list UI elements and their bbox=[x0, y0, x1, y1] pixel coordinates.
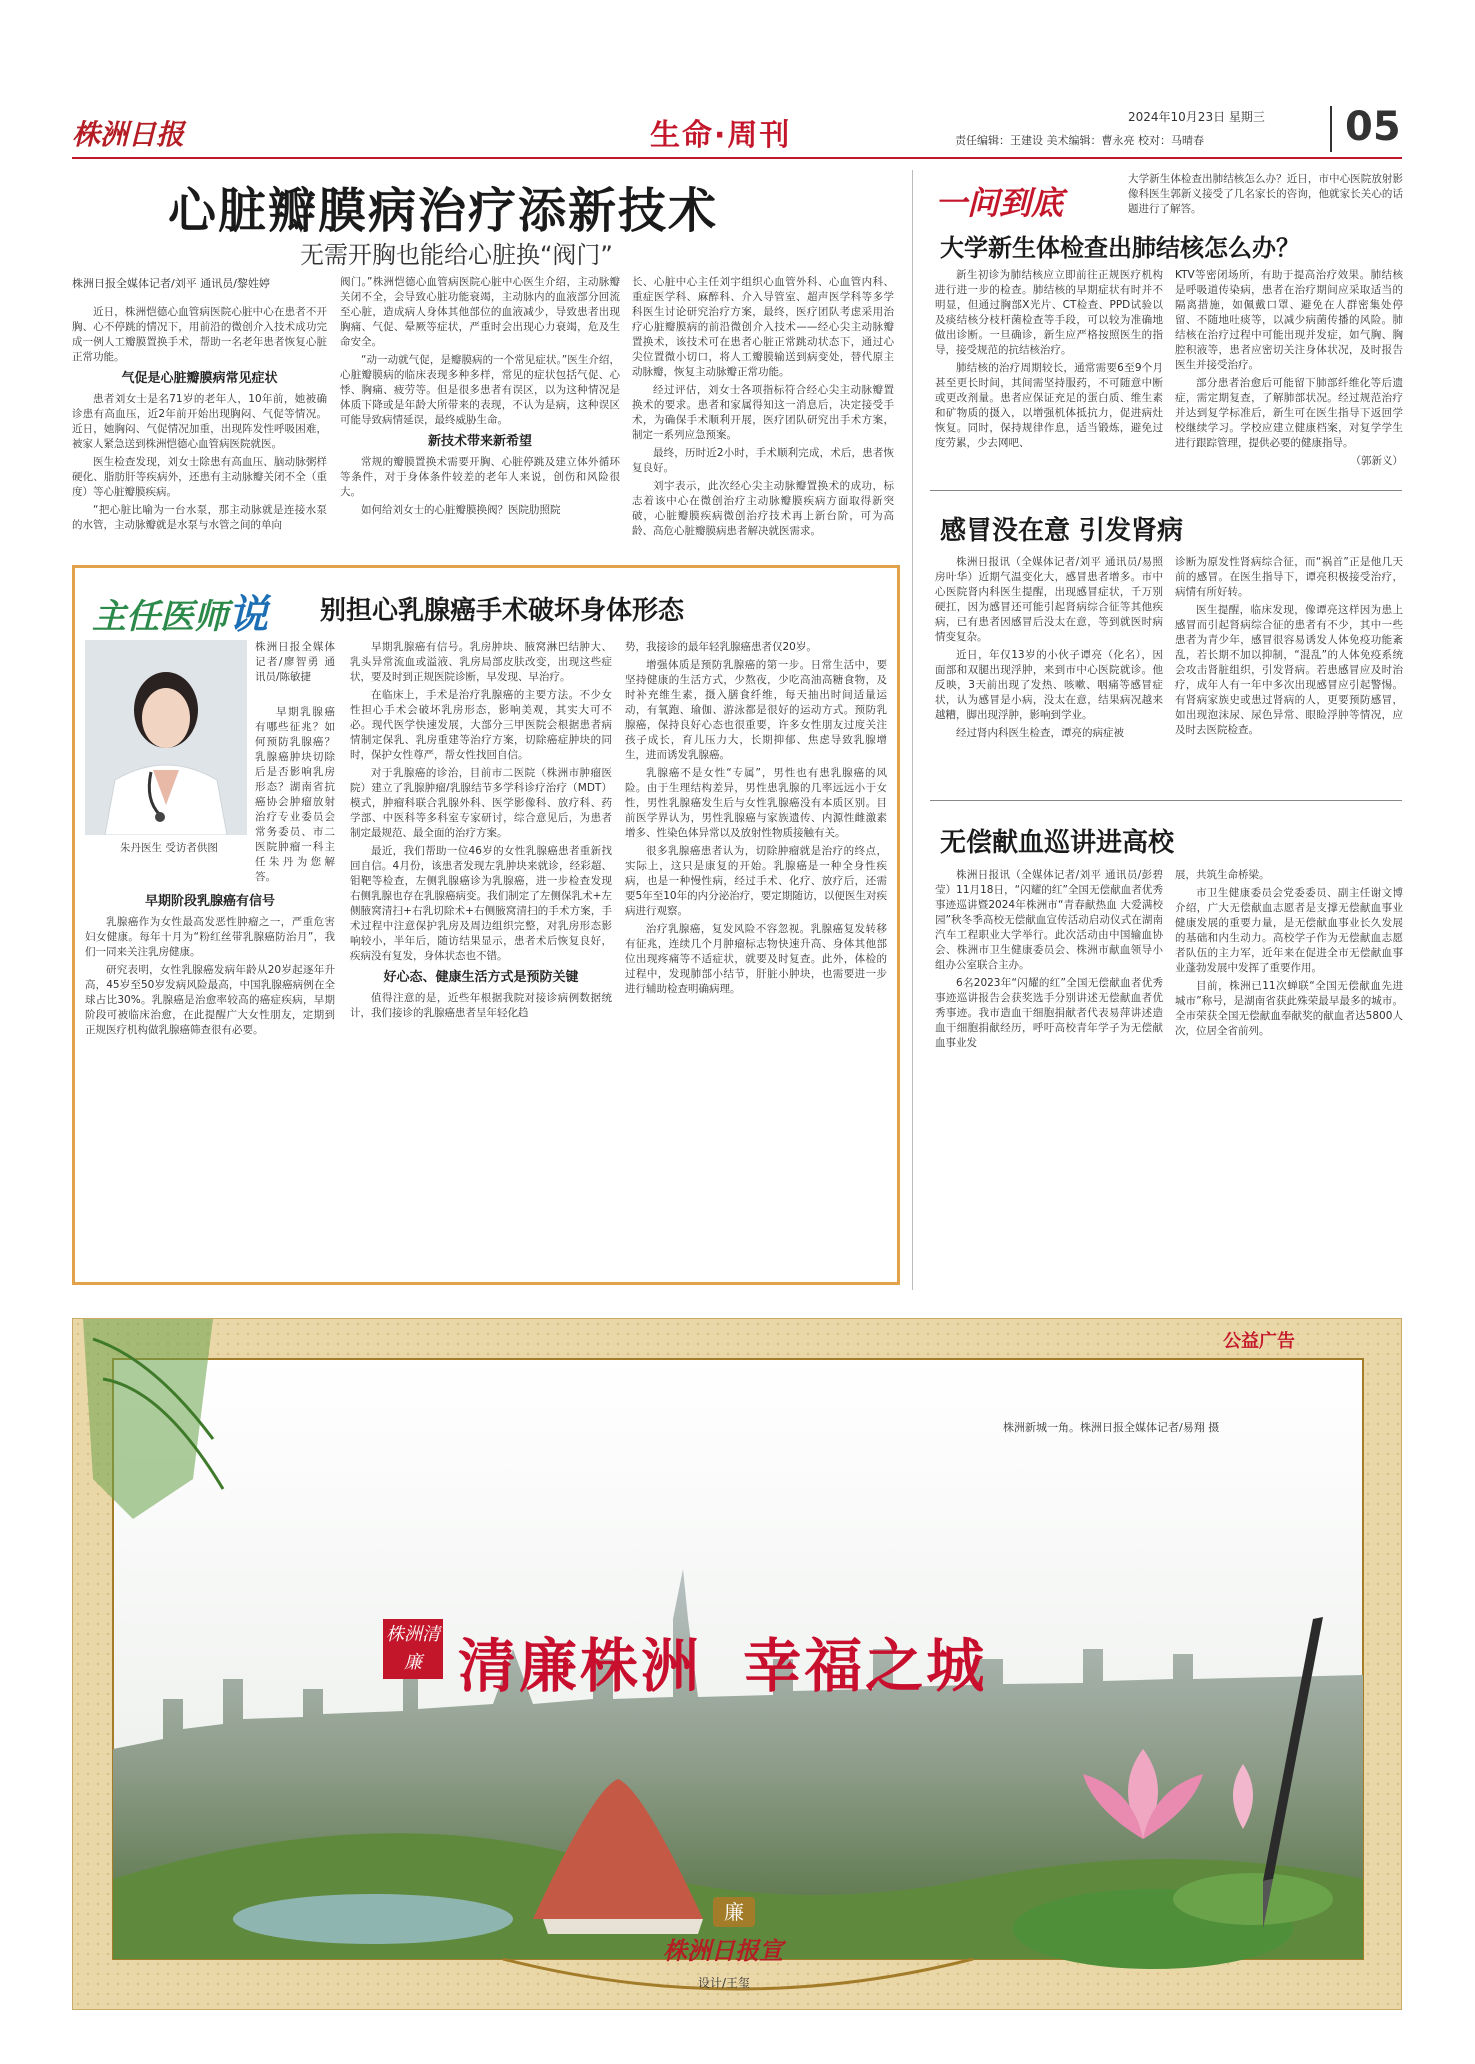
paragraph: 如何给刘女士的心脏瓣膜换阀？医院肋照院 bbox=[361, 504, 561, 516]
lian-badge-icon: 廉 bbox=[713, 1897, 755, 1927]
lead-subtitle: 无需开胸也能给心脏换“阀门” bbox=[300, 241, 613, 269]
header-rule bbox=[72, 157, 1402, 159]
masthead-logo: 株洲日报 bbox=[72, 118, 185, 151]
doctor-photo bbox=[85, 640, 247, 835]
doctor-col-2 bbox=[350, 640, 612, 1024]
page-number: 05 bbox=[1345, 104, 1401, 150]
advert-sponsor: 株洲日报宣 bbox=[663, 1936, 783, 1965]
seal-icon: 株洲清廉 bbox=[383, 1619, 443, 1679]
column-separator bbox=[912, 170, 913, 1290]
issue-date: 2024年10月23日 星期三 bbox=[1128, 110, 1265, 124]
paragraph: 研究表明，女性乳腺癌发病年龄从20岁起逐年升高，45岁至50岁发病风险最高，中国乳腺癌病例在全球占比30%。乳腺癌是治愈率较高的癌症疾病，早期阶段可被临床治愈，在此提醒广大女性朋友，定期到正规医疗机构做乳腺癌筛查很有必要。 bbox=[85, 964, 335, 1036]
cold-col-2 bbox=[1175, 555, 1403, 741]
doctor-col-3 bbox=[625, 640, 887, 1000]
paragraph: 在临床上，手术是治疗乳腺癌的主要方法。不少女性担心手术会破坏乳房形态，影响美观，其实大可不必。现代医学快速发展，大部分三甲医院会根据患者病情制定保乳、乳房重建等治疗方案，切除癌症肿块的同时，保护女性尊严，帮女性找回自信。 bbox=[350, 689, 612, 761]
blood-col-2 bbox=[1175, 868, 1403, 1042]
paragraph: KTV等密闭场所，有助于提高治疗效果。肺结核是呼吸道传染病，患者在治疗期间应采取适当的隔离措施，如佩戴口罩、避免在人群密集处停留、不随地吐痰等，以减少病菌传播的风险。肺结核在治疗过程中可能出现并发症，如气胸、胸腔积液等，患者应密切关注身体状况，及时报告医生并接受治疗。 bbox=[1175, 269, 1403, 371]
doctor-logo-main: 主任医师 bbox=[92, 597, 228, 637]
subheading: 好心态、健康生活方式是预防关键 bbox=[383, 970, 579, 985]
doctor-title: 别担心乳腺癌手术破坏身体形态 bbox=[320, 596, 685, 626]
section-title: 生命·周刊 bbox=[650, 118, 792, 153]
paragraph: 目前，株洲已11次蝉联“全国无偿献血先进城市”称号，是湖南省获此殊荣最早最多的城市。全市荣获全国无偿献血奉献奖的献血者达5800人次，位居全省前列。 bbox=[1175, 980, 1403, 1037]
paragraph: 长、心脏中心主任刘宇组织心血管外科、心血管内科、重症医学科、麻醉科、介入导管室、超声医学科等多学科医生讨论研究治疗方案，最终，医疗团队考虑采用治疗心脏瓣膜病的前沿微创介入技术——经心尖主动脉瓣置换术，该技术可在患者心脏正常跳动状态下，通过心尖位置微小切口，将人工瓣膜输送到病变处，替代原主动脉瓣，恢复主动脉瓣正常功能。 bbox=[632, 276, 894, 378]
paragraph: “动一动就气促，是瓣膜病的一个常见症状。”医生介绍，心脏瓣膜病的临床表现多种多样，常见的症状包括气促、心悸、胸痛、疲劳等。但是很多患者有误区，以为这种情况是体质下降或是年龄大所带来的表现，不认为是病，这种误区可能导致病情延误，最终威胁生命。 bbox=[340, 354, 620, 426]
page-divider bbox=[1330, 106, 1332, 152]
lead-byline: 株洲日报全媒体记者/刘平 通讯员/黎姓婷 bbox=[72, 277, 270, 290]
paragraph: 常规的瓣膜置换术需要开胸、心脏停跳及建立体外循环等条件，对于身体条件较差的老年人来说，创伤和风险很大。 bbox=[340, 456, 620, 498]
paragraph: 早期乳腺癌有信号。乳房肿块、腋窝淋巴结肿大、乳头异常流血或溢液、乳房局部皮肤改变，出现这些症状，要及时到正规医院诊断，早发现、早治疗。 bbox=[350, 641, 612, 683]
lead-col-2 bbox=[340, 275, 620, 521]
cold-title: 感冒没在意 引发肾病 bbox=[940, 516, 1184, 546]
paragraph: 株洲日报讯（全媒体记者/刘平 通讯员/彭碧莹）11月18日，“闪耀的红”全国无偿献血者优秀事迹巡讲暨2024年株洲市“青春献热血 大爱满校园”秋冬季高校无偿献血宣传活动启动仪式在湖南汽车工程职业大学举行。此次活动由中国输血协会、株洲市卫生健康委员会、株洲市献血领导小组办公室联合主办。 bbox=[935, 869, 1163, 971]
section-rule bbox=[930, 800, 1402, 801]
paragraph: 经过肾内科医生检查，谭亮的病症被 bbox=[956, 727, 1124, 739]
paragraph: 株洲日报讯（全媒体记者/刘平 通讯员/易照 房叶华）近期气温变化大，感冒患者增多。市中心医院肾内科医生提醒，出现感冒症状，千万别硬扛，因为感冒还可能引起肾病综合征等其他疾病，已有患者因感冒后没太在意，等到就医时病情变复杂。 bbox=[935, 556, 1163, 643]
subheading: 气促是心脏瓣膜病常见症状 bbox=[121, 371, 278, 386]
lead-col-1 bbox=[72, 305, 327, 536]
paragraph: 很多乳腺癌患者认为，切除肿瘤就是治疗的终点，实际上，这只是康复的开始。乳腺癌是一种全身性疾病，也是一种慢性病，经过手术、化疗、放疗后，还需要5年至10年的内分泌治疗，要定期随访，以便医生对疾病进行观察。 bbox=[625, 845, 887, 917]
qa-logo: 一问到底 bbox=[935, 184, 1064, 222]
paragraph: 早期乳腺癌有哪些征兆？如何预防乳腺癌？乳腺癌肿块切除后是否影响乳房形态？湖南省抗癌协会肿瘤放射治疗专业委员会常务委员、市二医院肿瘤一科主任朱丹为您解答。 bbox=[255, 706, 335, 883]
doctor-byline: 株洲日报全媒体记者/廖智勇 通讯员/陈敏捷 bbox=[255, 641, 335, 683]
advert-frame bbox=[72, 1318, 1402, 2010]
qa-col-2 bbox=[1175, 268, 1403, 469]
doctor-col-1-intro bbox=[255, 705, 335, 888]
qa-title: 大学新生体检查出肺结核怎么办？ bbox=[940, 233, 1300, 262]
paragraph: 刘宇表示，此次经心尖主动脉瓣置换术的成功，标志着该中心在微创治疗主动脉瓣膜疾病方面取得新突破，心脏瓣膜疾病微创治疗技术再上新台阶，可为高龄、高危心脏瓣膜病患者解决就医需求。 bbox=[632, 480, 894, 537]
advert-slogan bbox=[458, 1619, 987, 1703]
paragraph: 6名2023年“闪耀的红”全国无偿献血者优秀事迹巡讲报告会获奖选手分别讲述无偿献血者优秀事迹。我市造血干细胞捐献者代表易萍讲述造血干细胞捐献经历，呼吁高校青年学子为无偿献血事业发 bbox=[935, 977, 1163, 1049]
doctor-logo-say: 说 bbox=[228, 592, 268, 638]
blood-col-1 bbox=[935, 868, 1163, 1054]
paragraph: 近日，年仅13岁的小伙子谭亮（化名），因面部和双腿出现浮肿，来到市中心医院就诊。他反映，3天前出现了发热、咳嗽、咽痛等感冒症状，认为感冒是小病，没太在意，结果病况越来越糟，脚出现浮肿，影响到学业。 bbox=[935, 649, 1163, 721]
section-rule bbox=[930, 490, 1402, 491]
paragraph: 乳腺癌不是女性“专属”，男性也有患乳腺癌的风险。由于生理结构差异，男性患乳腺的几率远远小于女性，男性乳腺癌发生后与女性乳腺癌没有本质区别。目前医学界认为，男性乳腺癌与家族遗传、内源性雌激素增多、性染色体异常以及放射性物质接触有关。 bbox=[625, 767, 887, 839]
doctor-column-logo bbox=[92, 583, 268, 640]
advert-designer: 设计/王玺 bbox=[698, 1976, 751, 1990]
paragraph: 肺结核的治疗周期较长，通常需要6至9个月甚至更长时间，其间需坚持服药，不可随意中断或更改剂量。患者应保证充足的蛋白质、维生素和矿物质的摄入，以增强机体抵抗力，促进病灶恢复。同时，保持规律作息，适当锻炼，避免过度劳累，少去网吧、 bbox=[935, 362, 1163, 449]
slogan-part-2: 幸福之城 bbox=[743, 1632, 988, 1700]
doctor-portrait-icon bbox=[85, 640, 247, 835]
paragraph: 增强体质是预防乳腺癌的第一步。日常生活中，要坚持健康的生活方式，少熬夜，少吃高油高糖食物，及时补充维生素，摄入膳食纤维，每天抽出时间适量运动，有氧跑、瑜伽、游泳都是很好的运动方式。预防乳腺癌，保持良好心态也很重要，许多女性朋友过度关注孩子成长，育儿压力大，长期抑郁、焦虑导致乳腺增生，进而诱发乳腺癌。 bbox=[625, 659, 887, 761]
qa-col-1 bbox=[935, 268, 1163, 454]
paragraph: 近日，株洲恺德心血管病医院心脏中心在患者不开胸、心不停跳的情况下，用前沿的微创介入技术成功完成一例人工瓣膜置换手术，帮助一名老年患者恢复心脏正常功能。 bbox=[72, 306, 327, 363]
paragraph: 阀门。”株洲恺德心血管病医院心脏中心医生介绍，主动脉瓣关闭不全，会导致心脏功能衰竭，主动脉内的血液部分回流至心脏，造成病人身体其他部位的血液减少，导致患者出现胸痛、气促、晕厥等症状，严重时会出现心力衰竭，危及生命安全。 bbox=[340, 276, 620, 348]
paragraph: 值得注意的是，近些年根据我院对接诊病例数据统计，我们接诊的乳腺癌患者呈年轻化趋 bbox=[350, 992, 612, 1019]
paragraph: 最终，历时近2小时，手术顺利完成，术后，患者恢复良好。 bbox=[632, 447, 894, 474]
paragraph: 医生提醒，临床发现，像谭亮这样因为患上感冒而引起肾病综合征的患者有不少，其中一些患者为青少年，感冒很容易诱发人体免疫功能紊乱，若长期不加以抑制，“混乱”的人体免疫系统会攻击肾脏组织，引发肾病。若患感冒应及时治疗，成年人有一年中多次出现感冒应引起警惕。有肾病家族史或患过肾病的人，更要预防感冒，如出现泡沫尿、尿色异常、眼睑浮肿等情况，应及时去医院检查。 bbox=[1175, 604, 1403, 736]
paragraph: 市卫生健康委员会党委委员、副主任谢文博介绍，广大无偿献血志愿者是支撑无偿献血事业健康发展的重要力量，是无偿献血事业长久发展的基础和内生动力。高校学子作为无偿献血志愿者队伍的主力军，近年来在促进全市无偿献血事业蓬勃发展中发挥了重要作用。 bbox=[1175, 887, 1403, 974]
paragraph: 患者刘女士是名71岁的老年人，10年前，她被确诊患有高血压，近2年前开始出现胸闷、气促等情况。近日，她胸闷、气促情况加重，出现阵发性呼吸困难，被家人紧急送到株洲恺德心血管病医院就医。 bbox=[72, 393, 327, 450]
lead-title: 心脏瓣膜病治疗添新技术 bbox=[168, 183, 719, 239]
doctor-col-1 bbox=[85, 888, 335, 1041]
paragraph: 医生检查发现，刘女士除患有高血压、脑动脉粥样硬化、脂肪肝等疾病外，还患有主动脉瓣关闭不全（重度）等心脏瓣膜疾病。 bbox=[72, 456, 327, 498]
paragraph: 势，我接诊的最年轻乳腺癌患者仅20岁。 bbox=[625, 641, 817, 653]
cold-col-1 bbox=[935, 555, 1163, 744]
paragraph: 部分患者治愈后可能留下肺部纤维化等后遗症，需定期复查，了解肺部状况。经过规范治疗并达到复学标准后，新生可在医生指导下返回学校继续学习。学校应建立健康档案，对复学学生进行跟踪管理，提供必要的健康指导。 bbox=[1175, 377, 1403, 449]
qa-intro: 大学新生体检查出肺结核怎么办？近日，市中心医院放射影像科医生郭新义接受了几名家长的咨询，他就家长关心的话题进行了解答。 bbox=[1128, 173, 1403, 215]
advert-label: 公益广告 bbox=[1223, 1331, 1295, 1352]
paragraph: 乳腺癌作为女性最高发恶性肿瘤之一，严重危害妇女健康。每年十月为“粉红丝带乳腺癌防治月”，我们一同来关注乳房健康。 bbox=[85, 916, 335, 958]
photo-caption: 朱丹医生 受访者供图 bbox=[120, 842, 218, 854]
lead-col-3 bbox=[632, 275, 894, 542]
doctor-col-1-top bbox=[255, 640, 335, 685]
editor-credits: 责任编辑：王建设 美术编辑：曹永亮 校对：马晴春 bbox=[955, 134, 1204, 147]
paragraph: 对于乳腺癌的诊治，目前市二医院（株洲市肿瘤医院）建立了乳腺肿瘤/乳腺结节多学科诊疗治疗（MDT）模式，肿瘤科联合乳腺外科、医学影像科、放疗科、药学部、中医科等多科室专家研讨，综合意见后，为患者制定最规范、最全面的治疗方案。 bbox=[350, 767, 612, 839]
paragraph: 经过评估，刘女士各项指标符合经心尖主动脉瓣置换术的要求。患者和家属得知这一消息后，决定接受手术，为确保手术顺利开展，医疗团队研究出手术方案，制定一系列应急预案。 bbox=[632, 384, 894, 441]
subheading: 早期阶段乳腺癌有信号 bbox=[144, 894, 275, 909]
paragraph: 最近，我们帮助一位46岁的女性乳腺癌患者重新找回自信。4月份，该患者发现左乳肿块来就诊，经彩超、钼靶等检查，左侧乳腺癌诊为乳腺癌，进一步检查发现右侧乳腺也存在乳腺癌病变。我们制定了左侧保乳术+左侧腋窝清扫+右乳切除术+右侧腋窝清扫的手术方案，手术过程中注意保护乳房及周边组织完整，对乳房形态影响较小，半年后，随访结果显示，患者术后恢复良好，疾病没有复发，身体状态也不错。 bbox=[350, 845, 612, 962]
advert-photo-credit: 株洲新城一角。株洲日报全媒体记者/易翔 摄 bbox=[1003, 1421, 1220, 1434]
paragraph: 新生初诊为肺结核应立即前往正规医疗机构进行进一步的检查。肺结核的早期症状有时并不明显，但通过胸部X光片、CT检查、PPD试验以及痰结核分枝杆菌检查等手段，可以较为准确地做出诊断。一旦确诊，新生应严格按照医生的指导，接受规范的抗结核治疗。 bbox=[935, 269, 1163, 356]
paragraph: 治疗乳腺癌，复发风险不容忽视。乳腺癌复发转移有征兆，连续几个月肿瘤标志物快速升高、身体其他部位出现疼痛等不适症状，就要及时复查。此外，体检的过程中，发现肺部小结节，肝脏小肿块，也需要进一步进行辅助检查明确病理。 bbox=[625, 923, 887, 995]
slogan-part-1: 清廉株洲 bbox=[458, 1632, 703, 1700]
paragraph: “把心脏比喻为一台水泵，那主动脉就是连接水泵的水管，主动脉瓣就是水泵与水管之间的单向 bbox=[72, 504, 327, 531]
paragraph: 诊断为原发性肾病综合征，而“祸首”正是他几天前的感冒。在医生指导下，谭亮积极接受治疗，病情有所好转。 bbox=[1175, 556, 1403, 598]
paragraph: 展，共筑生命桥梁。 bbox=[1175, 869, 1270, 881]
subheading: 新技术带来新希望 bbox=[427, 434, 532, 449]
qa-signature: （郭新义） bbox=[1350, 455, 1403, 467]
blood-title: 无偿献血巡讲进高校 bbox=[940, 828, 1175, 858]
